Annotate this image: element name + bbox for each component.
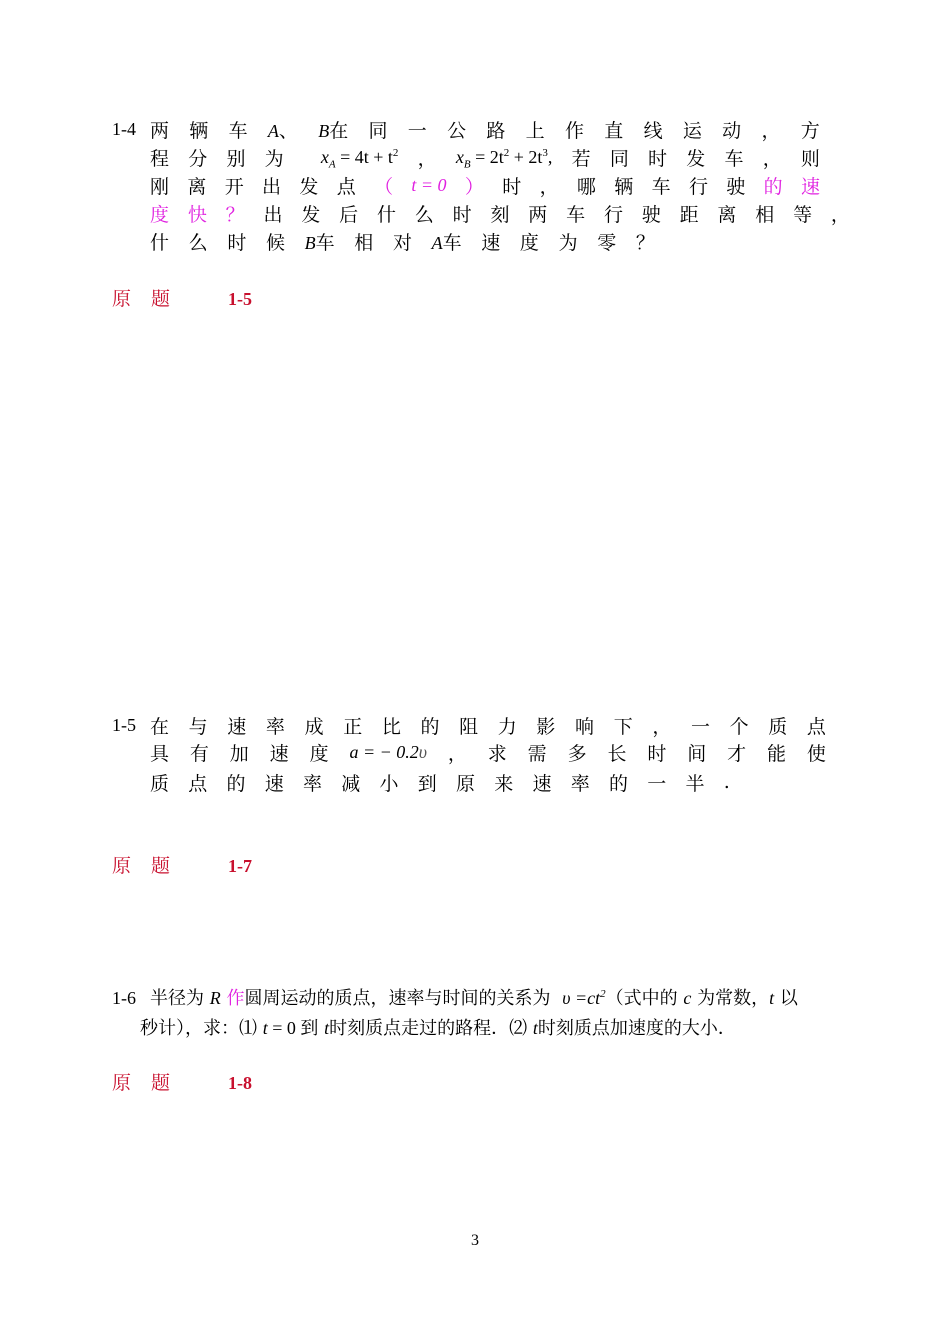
char: 点 [806, 715, 826, 738]
char: 等 [793, 203, 813, 226]
char: 度 [150, 203, 170, 226]
equation-xb: $x_B = 2t^2 + 2t^3$, [455, 146, 553, 171]
char: 刻 [490, 203, 510, 226]
char: 速 [264, 772, 284, 795]
char: 程 [150, 147, 170, 170]
char: 速 [227, 715, 247, 738]
original-problem-ref [112, 853, 252, 879]
text: 半径为 [150, 988, 204, 1009]
char: ？ [225, 203, 245, 226]
char: A、 [267, 119, 298, 142]
char: ？ [635, 231, 655, 254]
text: 为常数， [697, 988, 770, 1009]
char: 求 [487, 742, 507, 765]
char: 动 [722, 119, 742, 142]
char: 速 [532, 772, 552, 795]
char: 发 [686, 147, 706, 170]
text: 时刻质点加速度的大小． [537, 1018, 736, 1039]
text: 圆周运动的质点，速率与时间的关系为 [244, 988, 551, 1009]
char: 个 [729, 715, 749, 738]
char: 一 [647, 772, 667, 795]
char: 时 [227, 231, 247, 254]
original-label: 原题 [112, 855, 191, 877]
var-t: t [324, 1018, 330, 1038]
char: A车 [431, 231, 462, 254]
char: 为 [558, 231, 578, 254]
char: 车 [566, 203, 586, 226]
char: 来 [494, 772, 514, 795]
problem-1-6-line-1 [150, 984, 798, 1012]
char: 具 [150, 742, 170, 765]
paren-open: （ [374, 175, 394, 198]
problem-1-4-line-4 [150, 200, 850, 226]
char: 率 [303, 772, 323, 795]
original-label: 原题 [112, 288, 191, 310]
char: 驶 [641, 203, 661, 226]
char: 力 [497, 715, 517, 738]
char: 影 [536, 715, 556, 738]
char: 点 [188, 772, 208, 795]
char: 行 [603, 203, 623, 226]
text: 时刻质点走过的路程．⑵ [329, 1018, 528, 1039]
char: 质 [768, 715, 788, 738]
char: 车 [651, 175, 671, 198]
paren-close: ） [464, 175, 484, 198]
char: 作 [564, 119, 584, 142]
problem-1-5-line-1 [150, 712, 826, 738]
original-problem-ref [112, 286, 252, 312]
char: ， [417, 147, 437, 170]
char: 时 [502, 175, 522, 198]
char: 与 [188, 715, 208, 738]
text: 以 [779, 988, 798, 1009]
equation-v: υ =ct [562, 988, 601, 1008]
text: 作 [226, 988, 245, 1009]
char: 一 [690, 715, 710, 738]
char: ， [761, 119, 781, 142]
char: ， [539, 175, 559, 198]
char: 时 [648, 147, 668, 170]
char: 的 [609, 772, 629, 795]
text: = 0 到 [267, 1018, 319, 1038]
char: 同 [609, 147, 629, 170]
char: 路 [486, 119, 506, 142]
char: 质 [150, 772, 170, 795]
problem-number: 1-5 [112, 715, 136, 735]
char: 驶 [726, 175, 746, 198]
char: 出 [263, 203, 283, 226]
char: 度 [309, 742, 329, 765]
char: 时 [452, 203, 472, 226]
char: 对 [392, 231, 412, 254]
var-r: R [209, 988, 221, 1008]
char: 长 [607, 742, 627, 765]
char: 哪 [576, 175, 596, 198]
char: 的 [763, 175, 783, 198]
char: 车 [724, 147, 744, 170]
problem-1-6-line-2 [140, 1014, 736, 1042]
char: 速 [269, 742, 289, 765]
char: 么 [188, 231, 208, 254]
char: ， [652, 715, 672, 738]
char: ， [830, 203, 850, 226]
char: 则 [800, 147, 820, 170]
problem-1-4-line-1 [150, 116, 820, 142]
char: 上 [525, 119, 545, 142]
var-c: c [683, 988, 692, 1008]
char: ， [447, 742, 467, 765]
char: 加 [229, 742, 249, 765]
problem-number: 1-4 [112, 119, 136, 139]
char: 发 [301, 203, 321, 226]
char: 候 [265, 231, 285, 254]
char: 的 [226, 772, 246, 795]
char: 多 [567, 742, 587, 765]
char: 发 [299, 175, 319, 198]
equation-t0: t = 0 [411, 174, 447, 195]
char: 能 [767, 742, 787, 765]
char: 辆 [189, 119, 209, 142]
char: 度 [519, 231, 539, 254]
char: 什 [150, 231, 170, 254]
char: 比 [381, 715, 401, 738]
char: 距 [679, 203, 699, 226]
equation-xa: $x_A = 4t + t^2$ [320, 146, 399, 171]
char: 到 [417, 772, 437, 795]
char: 需 [527, 742, 547, 765]
char: 辆 [614, 175, 634, 198]
char: 一 [407, 119, 427, 142]
text: 秒计），求：⑴ [140, 1018, 257, 1039]
var-t: t [769, 988, 775, 1008]
char: 时 [647, 742, 667, 765]
char: 两 [528, 203, 548, 226]
char: 减 [341, 772, 361, 795]
char: 相 [755, 203, 775, 226]
char: 出 [262, 175, 282, 198]
char: 成 [304, 715, 324, 738]
char: B车 [304, 231, 335, 254]
char: 正 [343, 715, 363, 738]
char: 车 [228, 119, 248, 142]
char: 使 [806, 742, 826, 765]
char: 阻 [459, 715, 479, 738]
char: 原 [456, 772, 476, 795]
char: 为 [264, 147, 284, 170]
char: 运 [682, 119, 702, 142]
char: 的 [420, 715, 440, 738]
char: 在 [150, 715, 170, 738]
var-t: t [262, 1018, 268, 1038]
char: . [723, 771, 730, 793]
original-number: 1-5 [228, 289, 253, 309]
char: 率 [265, 715, 285, 738]
char: 分 [188, 147, 208, 170]
problem-1-4-line-3 [150, 172, 820, 198]
char: 下 [613, 715, 633, 738]
original-number: 1-7 [228, 856, 253, 876]
char: 点 [336, 175, 356, 198]
original-number: 1-8 [228, 1073, 253, 1093]
char: 公 [447, 119, 467, 142]
char: 快 [187, 203, 207, 226]
char: 零 [597, 231, 617, 254]
char: 开 [224, 175, 244, 198]
char: 小 [379, 772, 399, 795]
char: 速 [481, 231, 501, 254]
problem-1-4-line-5 [150, 228, 655, 254]
char: 半 [685, 772, 705, 795]
char: 后 [339, 203, 359, 226]
char: 刚 [150, 175, 170, 198]
char: 才 [727, 742, 747, 765]
char: 别 [226, 147, 246, 170]
char: 离 [187, 175, 207, 198]
problem-1-4-line-2 [150, 144, 820, 170]
char: 若 [571, 147, 591, 170]
char: 间 [687, 742, 707, 765]
problem-1-5-line-2 [150, 739, 826, 765]
char: 有 [189, 742, 209, 765]
char: 什 [376, 203, 396, 226]
char: 方 [800, 119, 820, 142]
char: 直 [604, 119, 624, 142]
char: B在 [318, 119, 349, 142]
char: 相 [354, 231, 374, 254]
char: 同 [368, 119, 388, 142]
char: 响 [575, 715, 595, 738]
original-problem-ref [112, 1070, 252, 1096]
original-label: 原题 [112, 1072, 191, 1094]
char: 行 [688, 175, 708, 198]
char: 两 [150, 119, 170, 142]
exp: 2 [600, 988, 606, 1000]
text: （式中的 [605, 988, 678, 1009]
char: ， [762, 147, 782, 170]
char: 速 [800, 175, 820, 198]
problem-1-5-line-3 [150, 769, 730, 795]
page-number: 3 [471, 1232, 479, 1249]
char: 率 [570, 772, 590, 795]
problem-number: 1-6 [112, 988, 136, 1008]
equation-a: a = − 0.2υ [349, 741, 428, 762]
char: 离 [717, 203, 737, 226]
var-t: t [532, 1018, 538, 1038]
char: 线 [643, 119, 663, 142]
char: 么 [414, 203, 434, 226]
